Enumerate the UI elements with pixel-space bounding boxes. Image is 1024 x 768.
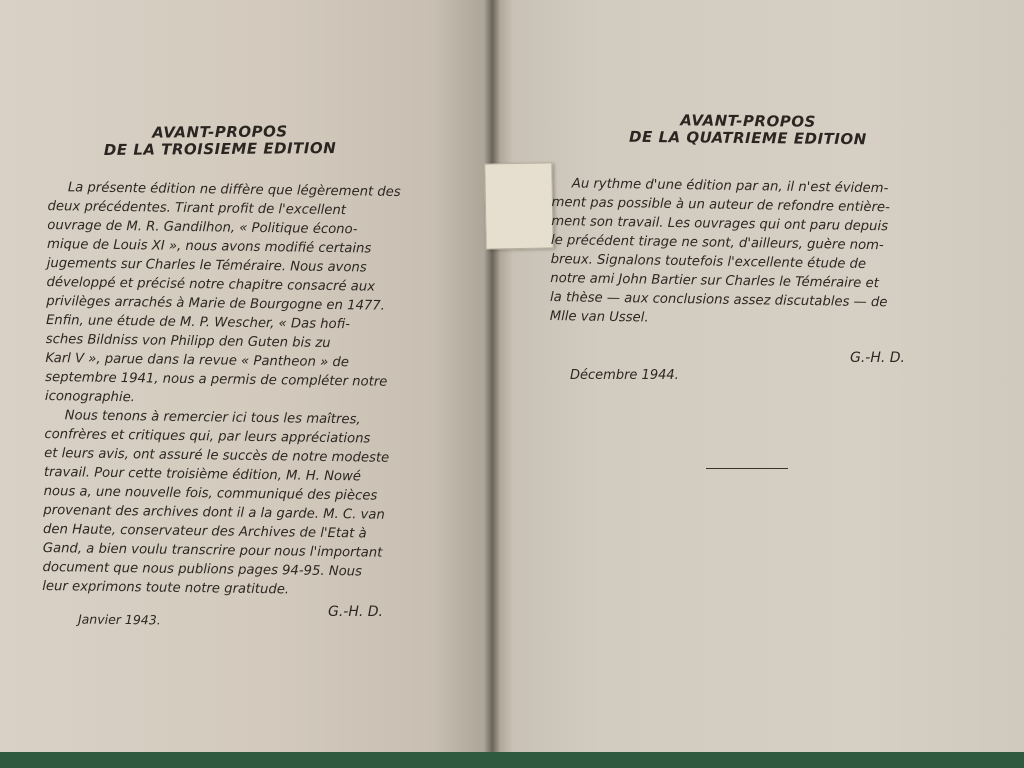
left-line: den Haute, conservateur des Archives de l'Etat à: [42, 521, 367, 542]
left-line: Enfin, une étude de M. P. Wescher, « Das hofi-: [45, 312, 351, 333]
left-line: développé et précisé notre chapitre consacré aux: [46, 274, 376, 295]
left-signature: G.-H. D.: [328, 604, 384, 620]
left-line: provenant des archives dont il a la garde. M. C. van: [43, 502, 385, 523]
right-line: notre ami John Bartier sur Charles le Téméraire et: [550, 270, 879, 292]
left-line: septembre 1941, nous a permis de compléter notre: [45, 369, 388, 390]
left-line: ouvrage de M. R. Gandilhon, « Politique écono-: [47, 217, 358, 238]
left-line: confrères et critiques qui, par leurs appréciations: [44, 426, 371, 447]
right-date: Décembre 1944.: [570, 368, 679, 383]
left-page: [0, 0, 492, 768]
right-heading-line-1: AVANT-PROPOS: [680, 111, 816, 131]
left-body-text: [42, 178, 408, 601]
left-line: La présente édition ne diffère que légèrement des: [67, 180, 401, 200]
left-line: sches Bildniss von Philipp den Guten bis zu: [45, 331, 331, 351]
left-line: nous a, une nouvelle fois, communiqué des pièces: [43, 483, 378, 504]
paper-tab: [484, 162, 553, 249]
left-line: document que nous publions pages 94-95. Nous: [42, 559, 363, 580]
right-line: la thèse — aux conclusions assez discutables — de: [549, 289, 888, 311]
left-heading-line-1: AVANT-PROPOS: [152, 122, 288, 142]
left-heading: [60, 123, 380, 160]
left-date: Janvier 1943.: [77, 611, 161, 628]
right-heading: [588, 111, 908, 148]
right-line: ment son travail. Les ouvrages qui ont paru depuis: [551, 213, 889, 235]
right-signature: G.-H. D.: [850, 350, 906, 366]
left-line: jugements sur Charles le Téméraire. Nous avons: [46, 255, 367, 276]
left-line: leur exprimons toute notre gratitude.: [42, 578, 290, 598]
right-line: Mlle van Ussel.: [549, 308, 649, 326]
left-line: privilèges arrachés à Marie de Bourgogne en 1477.: [46, 293, 385, 314]
right-line: ment pas possible à un auteur de refondre entière-: [551, 194, 890, 216]
left-line: Karl V », parue dans la revue « Pantheon » de: [45, 350, 349, 371]
left-line: Gand, a bien voulu transcrire pour nous l'important: [42, 540, 383, 561]
right-line: breux. Signalons toutefois l'excellente étude de: [550, 251, 867, 272]
left-heading-line-2: DE LA TROISIEME EDITION: [103, 138, 337, 160]
right-line: le précédent tirage ne sont, d'ailleurs, guère nom-: [550, 232, 884, 254]
left-line: Nous tenons à remercier ici tous les maîtres,: [64, 408, 361, 428]
left-line: deux précédentes. Tirant profit de l'excellent: [47, 198, 347, 219]
table-surface: [0, 752, 1024, 768]
left-line: iconographie.: [44, 388, 136, 406]
right-heading-line-2: DE LA QUATRIEME EDITION: [629, 127, 867, 149]
left-line: mique de Louis XI », nous avons modifié certains: [46, 236, 372, 257]
section-rule: [706, 468, 788, 469]
left-line: travail. Pour cette troisième édition, M. H. Nowé: [43, 464, 362, 485]
right-line: Au rythme d'une édition par an, il n'est évidem-: [571, 176, 889, 197]
right-body-text: [550, 174, 947, 332]
book-gutter: [484, 0, 500, 768]
left-line: et leurs avis, ont assuré le succès de notre modeste: [44, 445, 390, 466]
